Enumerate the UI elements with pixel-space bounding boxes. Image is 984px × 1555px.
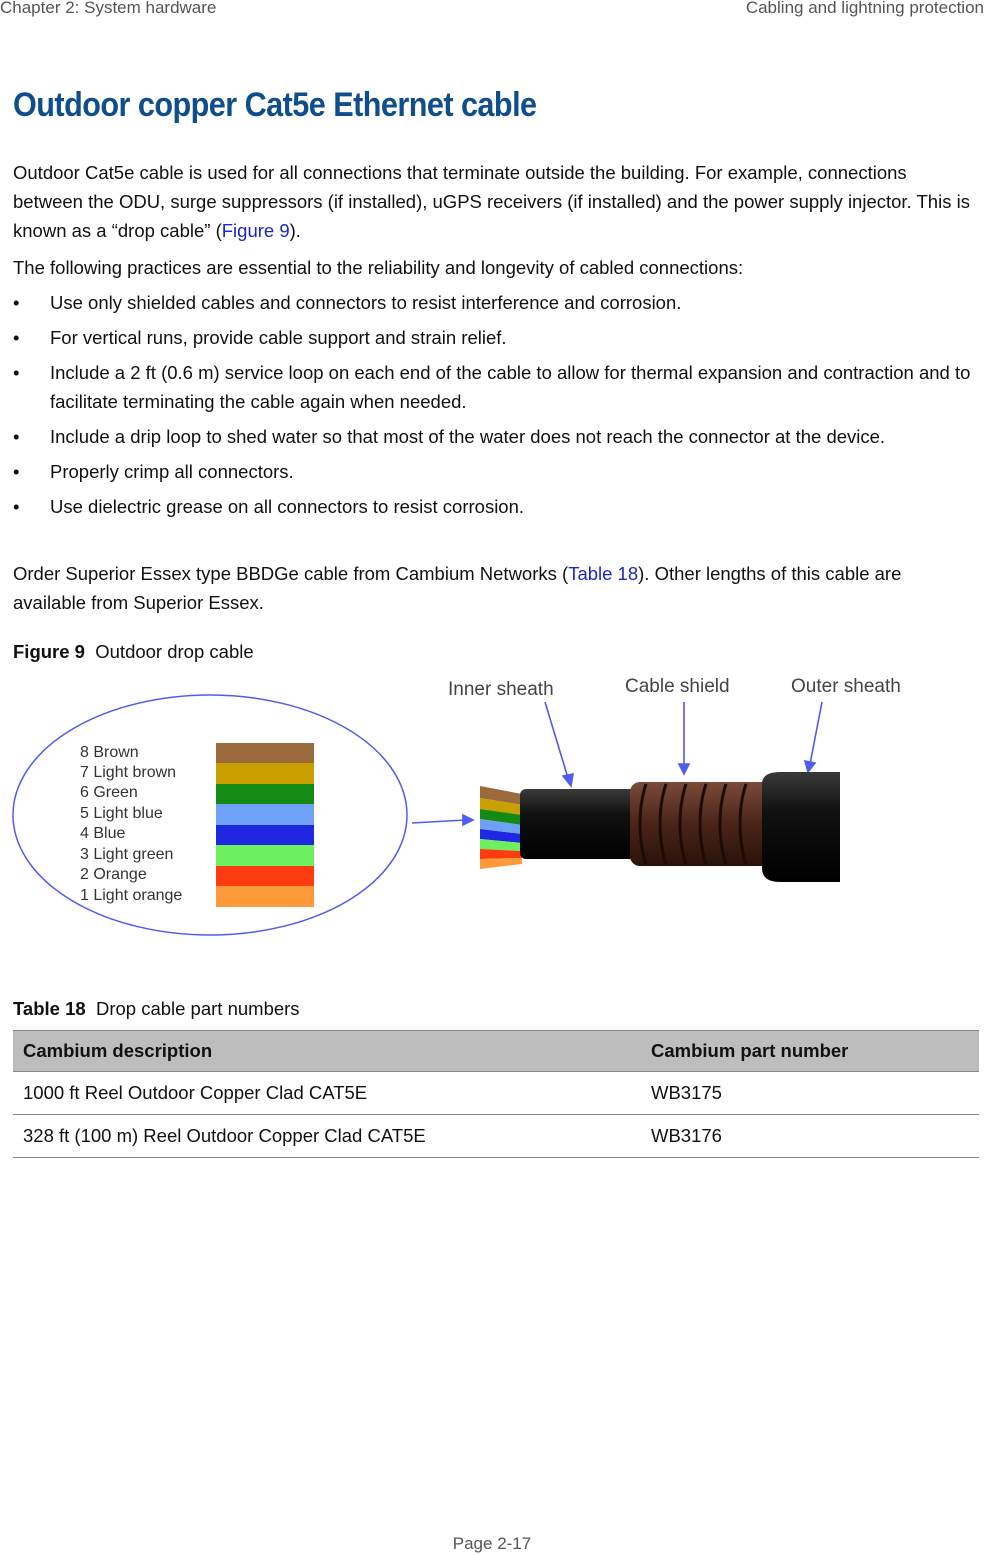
wire-swatch (216, 784, 314, 804)
arrow-icon (810, 702, 822, 764)
section-title: Outdoor copper Cat5e Ethernet cable (13, 86, 537, 124)
list-item (13, 492, 983, 521)
list-item (13, 358, 983, 416)
callout-outer-sheath: Outer sheath (791, 676, 901, 697)
bullet-icon: • (13, 496, 20, 517)
table-cell: WB3175 (641, 1072, 979, 1115)
wire-label: 4 Blue (80, 825, 126, 842)
intro-paragraph (13, 158, 979, 245)
outer-sheath (762, 772, 840, 882)
order-text-end: ). Other lengths of this cable are available from Superior Essex. (13, 563, 902, 613)
cable-illustration (480, 772, 840, 882)
list-item-text: For vertical runs, provide cable support and strain relief. (50, 327, 507, 348)
list-item (13, 323, 983, 352)
bullet-icon: • (13, 426, 20, 447)
bullet-icon: • (13, 362, 20, 383)
table-row (13, 1115, 979, 1158)
callout-cable-shield: Cable shield (625, 676, 730, 697)
order-text: Order Superior Essex type BBDGe cable from Cambium Networks ( (13, 563, 569, 584)
table-label: Table 18 (13, 998, 86, 1019)
running-header-chapter: Chapter 2: System hardware (0, 0, 217, 17)
arrow-icon (563, 774, 573, 786)
arrow-icon (463, 815, 473, 825)
intro-text-end: ). (289, 220, 301, 241)
figure-caption-text: Outdoor drop cable (95, 641, 254, 662)
wire-legend-ellipse (13, 695, 407, 935)
wire-label: 5 Light blue (80, 805, 163, 822)
list-item (13, 457, 983, 486)
wire-label: 7 Light brown (80, 764, 177, 781)
intro-text: Outdoor Cat5e cable is used for all connections that terminate outside the building. For example, connections between the ODU, surge suppressors (if installed), uGPS receivers (if installed) and the power supply injector. This is known as a “drop cable” ( (13, 162, 970, 241)
part-numbers-table (13, 1030, 979, 1158)
wire-swatch (216, 866, 314, 886)
column-header: Cambium part number (641, 1031, 979, 1072)
column-header: Cambium description (13, 1031, 641, 1072)
wire-label: 2 Orange (80, 866, 147, 883)
figure-label: Figure 9 (13, 641, 85, 662)
arrow-icon (545, 702, 568, 778)
wire-swatch (216, 743, 314, 763)
wire-swatch (216, 763, 314, 784)
figure-9-link[interactable]: Figure 9 (221, 220, 290, 241)
list-item-text: Include a 2 ft (0.6 m) service loop on each end of the cable to allow for thermal expansion and contraction and to facilitate terminating the cable again when needed. (50, 362, 971, 412)
wire-swatch (216, 804, 314, 825)
wire-swatch (216, 825, 314, 845)
wire-label: 8 Brown (80, 744, 139, 761)
table-cell: 328 ft (100 m) Reel Outdoor Copper Clad CAT5E (13, 1115, 641, 1158)
bullet-icon: • (13, 461, 20, 482)
list-item-text: Include a drip loop to shed water so that most of the water does not reach the connector at the device. (50, 426, 886, 447)
arrow-icon (679, 764, 689, 774)
table-cell: 1000 ft Reel Outdoor Copper Clad CAT5E (13, 1072, 641, 1115)
table-caption-text: Drop cable part numbers (95, 998, 300, 1019)
practices-list (13, 288, 983, 527)
wire-label: 6 Green (80, 784, 138, 801)
arrow-icon (412, 820, 465, 823)
table-header-row (13, 1031, 979, 1072)
order-paragraph (13, 559, 979, 617)
wire-end (480, 858, 522, 869)
wire-label: 3 Light green (80, 846, 174, 863)
wire-label: 1 Light orange (80, 887, 183, 904)
callout-inner-sheath: Inner sheath (448, 679, 554, 700)
table-caption (13, 998, 300, 1020)
bullet-icon: • (13, 292, 20, 313)
wire-swatch (216, 845, 314, 866)
arrow-icon (805, 761, 815, 772)
figure-caption (13, 641, 254, 663)
list-item (13, 288, 983, 317)
practices-intro: The following practices are essential to the reliability and longevity of cabled connections: (13, 257, 744, 278)
callout-labels (448, 676, 901, 700)
table-cell: WB3176 (641, 1115, 979, 1158)
drop-cable-figure (10, 668, 940, 943)
list-item-text: Use dielectric grease on all connectors to resist corrosion. (50, 496, 525, 517)
list-item (13, 422, 983, 451)
running-header-section: Cabling and lightning protection (745, 0, 984, 17)
wire-swatch (216, 886, 314, 907)
list-item-text: Use only shielded cables and connectors to resist interference and corrosion. (50, 292, 682, 313)
bullet-icon: • (13, 327, 20, 348)
list-item-text: Properly crimp all connectors. (50, 461, 294, 482)
table-18-link[interactable]: Table 18 (568, 563, 639, 584)
table-row (13, 1072, 979, 1115)
page-number: Page 2-17 (452, 1534, 532, 1553)
